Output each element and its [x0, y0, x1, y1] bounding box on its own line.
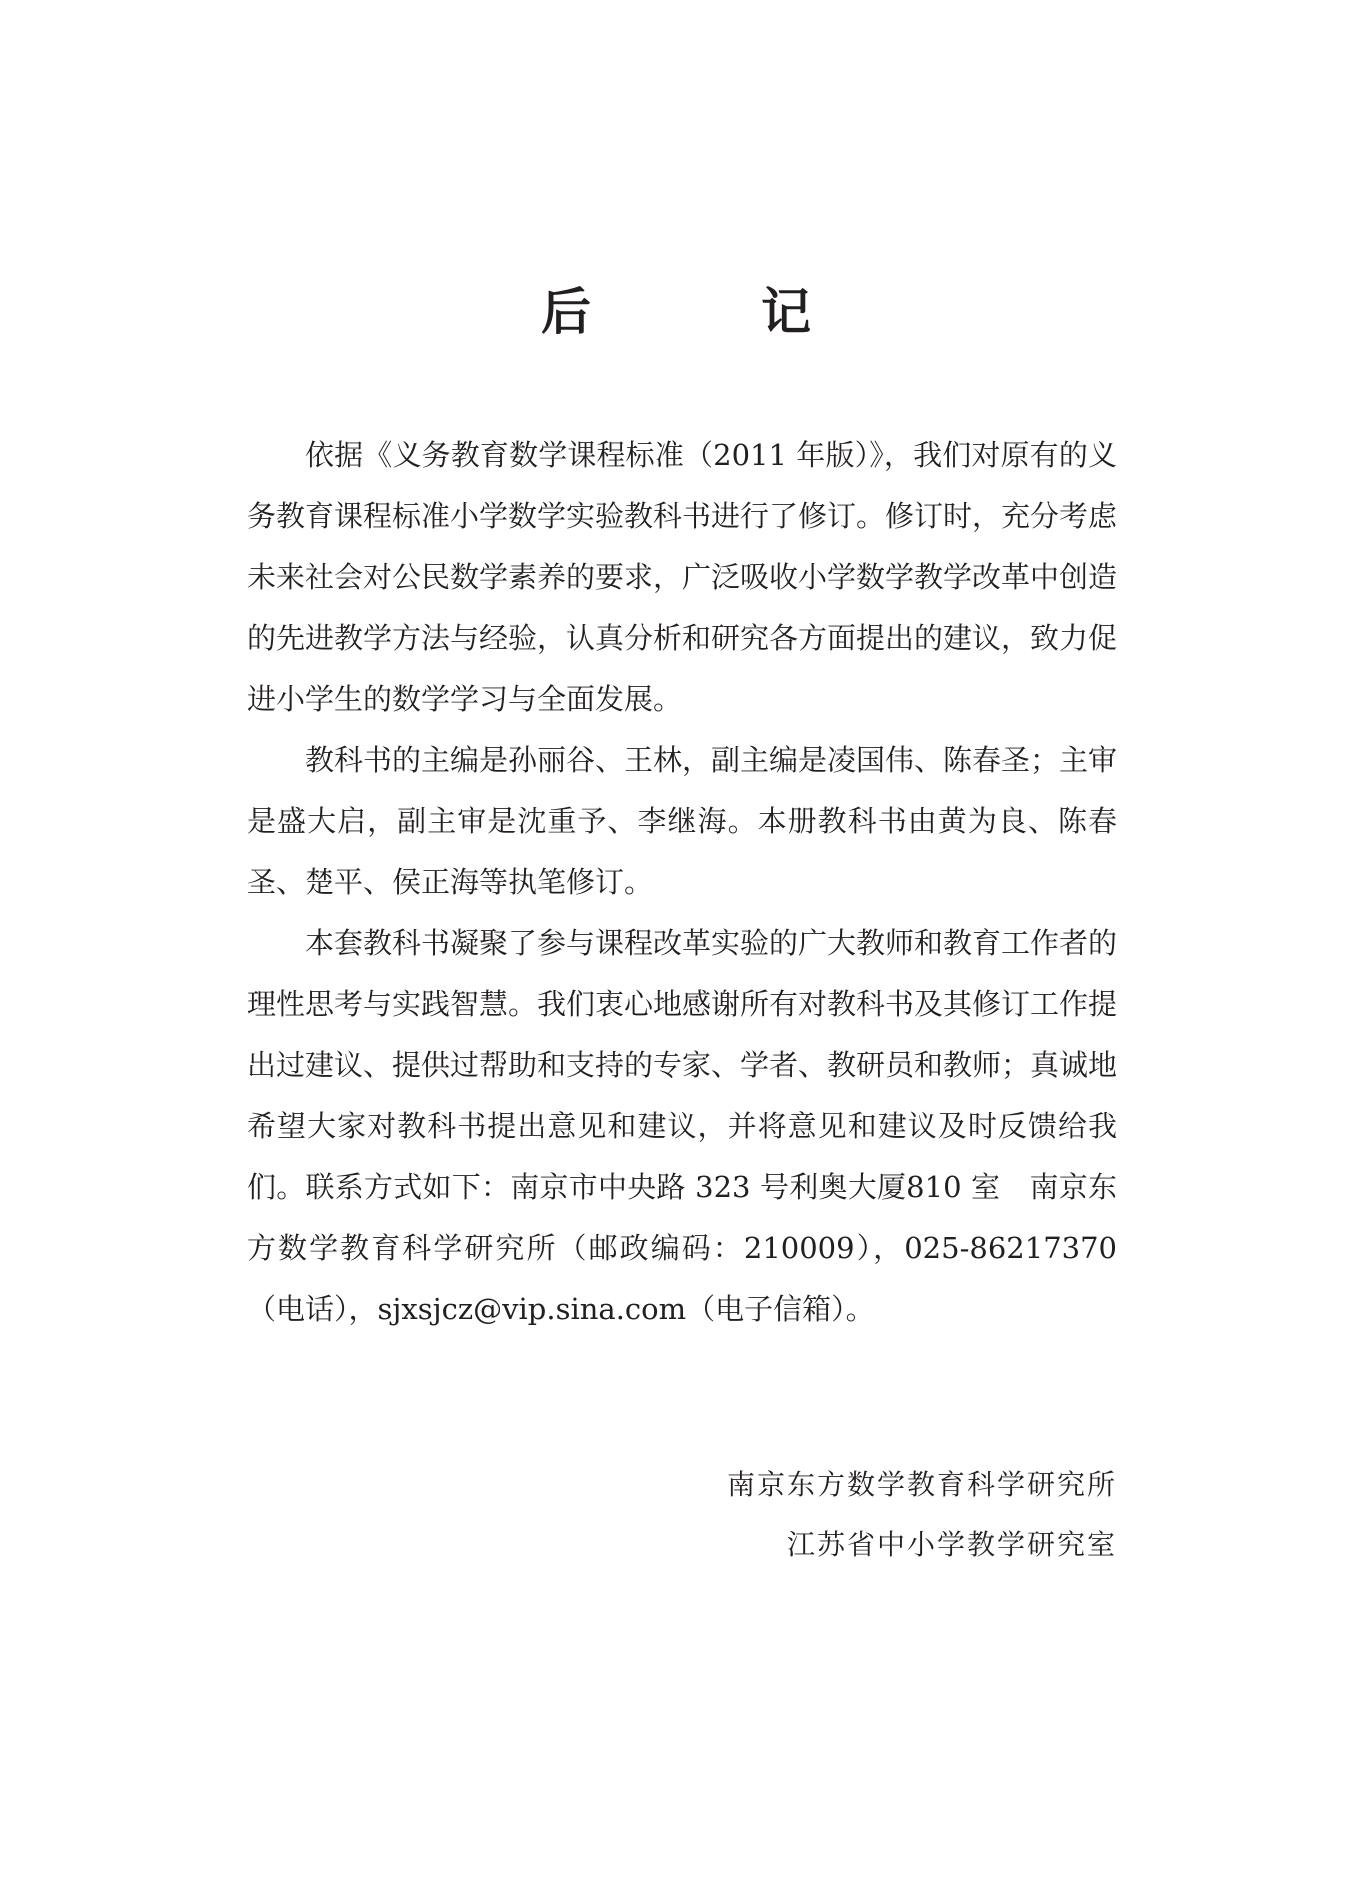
- paragraph-revision-basis: 依据《义务教育数学课程标准（2011 年版）》，我们对原有的义务教育课程标准小学数学实验教科书进行了修订。修订时，充分考虑未来社会对公民数学素养的要求，广泛吸收小学数学教学改革中创造的先进教学方法与经验，认真分析和研究各方面提出的建议，致力促进小学生的数学学习与全面发展。: [247, 438, 1118, 716]
- page-title: 后 记: [541, 283, 871, 341]
- signature-block: [727, 1455, 1117, 1575]
- body-text: [247, 425, 1117, 1340]
- paragraph-acknowledgement-contact: 本套教科书凝聚了参与课程改革实验的广大教师和教育工作者的理性思考与实践智慧。我们衷心地感谢所有对教科书及其修订工作提出过建议、提供过帮助和支持的专家、学者、教研员和教师；真诚地希望大家对教科书提出意见和建议，并将意见和建议及时反馈给我们。联系方式如下：南京市中央路 323 号利奥大厦810 室 南京东方数学教育科学研究所（邮政编码：210009），025-86217370（电话），sjxsjcz@vip.sina.com（电子信箱）。: [247, 926, 1118, 1326]
- signature-institute: 南京东方数学教育科学研究所: [726, 1468, 1117, 1501]
- signature-office: 江苏省中小学教学研究室: [786, 1528, 1117, 1561]
- paragraph-editors: 教科书的主编是孙丽谷、王林，副主编是凌国伟、陈春圣；主审是盛大启，副主审是沈重予、李继海。本册教科书由黄为良、陈春圣、楚平、侯正海等执笔修订。: [247, 743, 1118, 899]
